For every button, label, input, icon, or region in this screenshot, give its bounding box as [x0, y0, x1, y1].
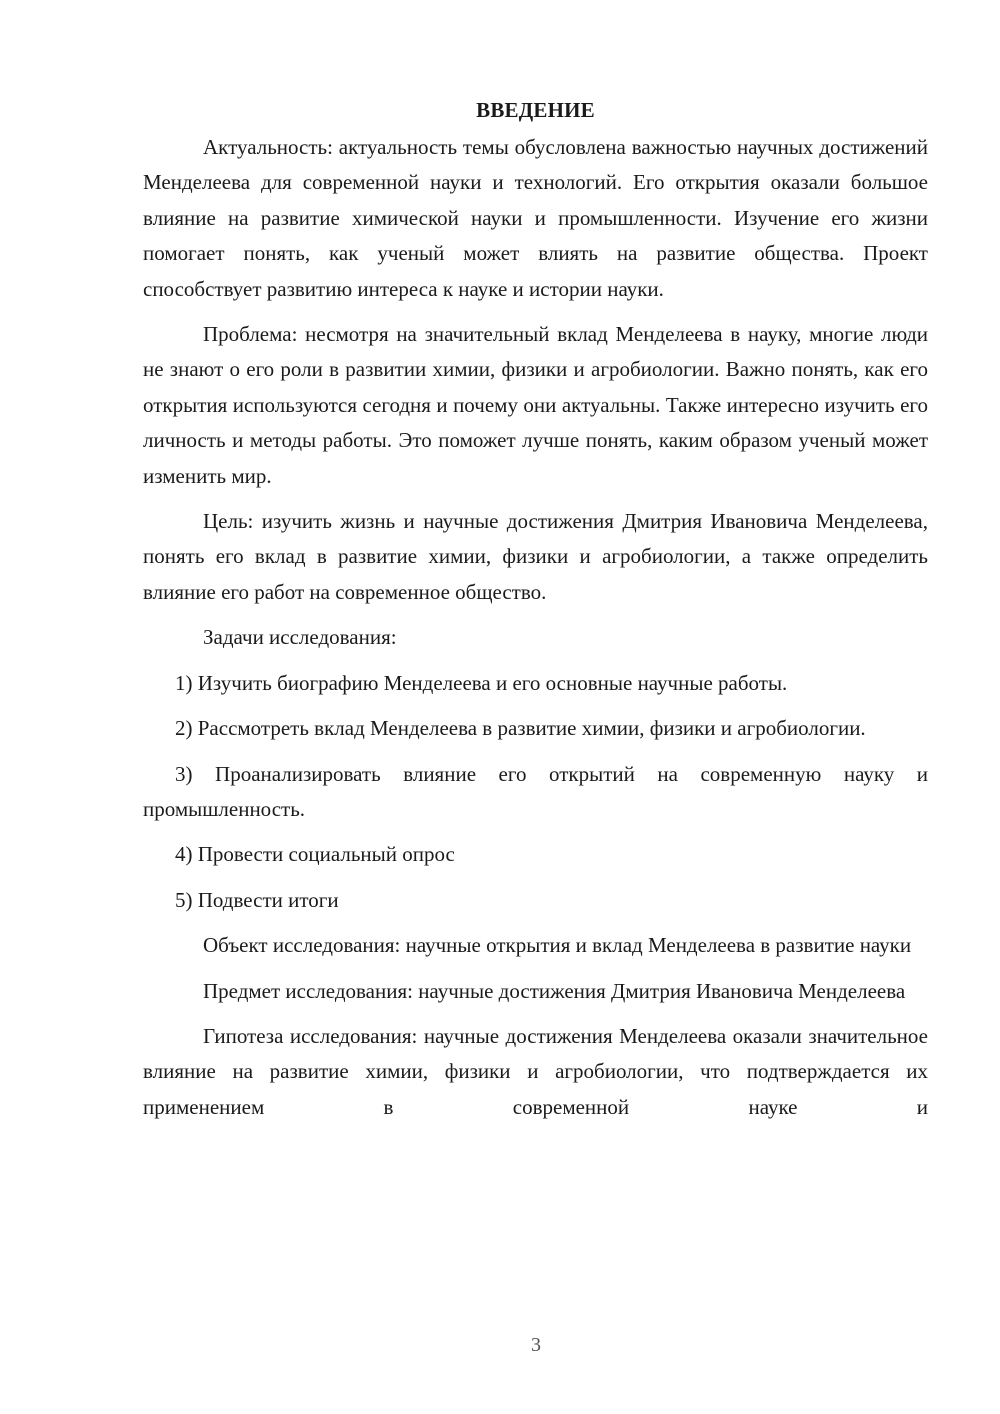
page-number: 3: [531, 1334, 541, 1356]
task-item-5: 5) Подвести итоги: [175, 887, 339, 912]
problem-paragraph: Проблема: несмотря на значительный вклад Менделеева в науку, многие люди не знают о его роли в развитии химии, физики и агробиологии. Важно понять, как его открытия используются сегодня и почему они актуальны. Также интересно изучить его личность и методы работы. Это поможет лучше понять, каким образом ученый может изменить мир.: [143, 322, 928, 488]
task-item-3: 3) Проанализировать влияние его открытий на современную науку и промышленность.: [143, 761, 928, 821]
research-subject-paragraph: Предмет исследования: научные достижения Дмитрия Ивановича Менделеева: [203, 978, 906, 1003]
hypothesis-paragraph: Гипотеза исследования: научные достижения Менделеева оказали значительное влияние на развитие химии, физики и агробиологии, что подтверждается их применением в современной науке и: [143, 1023, 928, 1119]
document-page: [143, 92, 928, 1135]
section-title: ВВЕДЕНИЕ: [476, 98, 595, 122]
task-item-4: 4) Провести социальный опрос: [175, 842, 455, 867]
task-item-1: 1) Изучить биографию Менделеева и его основные научные работы.: [175, 670, 788, 695]
goal-paragraph: Цель: изучить жизнь и научные достижения Дмитрия Ивановича Менделеева, понять его вклад в развитие химии, физики и агробиологии, а также определить влияние его работ на современное общество.: [143, 509, 928, 604]
task-item-2: 2) Рассмотреть вклад Менделеева в развитие химии, физики и агробиологии.: [175, 716, 866, 741]
relevance-paragraph: Актуальность: актуальность темы обусловлена важностью научных достижений Менделеева для современной науки и технологий. Его открытия оказали большое влияние на развитие химической науки и промышленности. Изучение его жизни помогает понять, как ученый может влиять на развитие общества. Проект способствует развитию интереса к науке и истории науки.: [143, 135, 928, 301]
tasks-heading: Задачи исследования:: [203, 625, 397, 650]
research-object-paragraph: Объект исследования: научные открытия и вклад Менделеева в развитие науки: [203, 933, 912, 958]
